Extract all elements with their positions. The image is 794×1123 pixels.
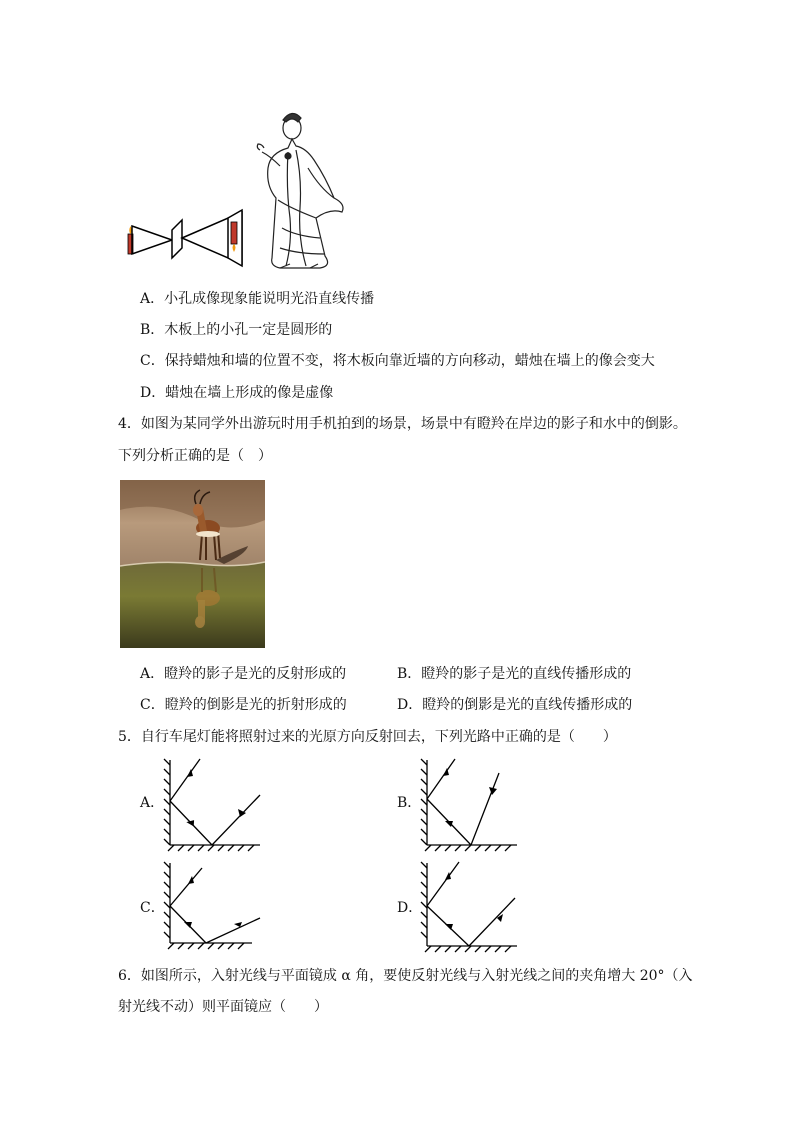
q6-stem-line1: 6．如图所示，入射光线与平面镜成 α 角，要使反射光线与入射光线之间的夹角增大 20°（入: [118, 968, 693, 984]
q5-stem: 5．自行车尾灯能将照射过来的光原方向反射回去，下列光路中正确的是（ ）: [118, 729, 617, 745]
candle-image: [231, 222, 237, 244]
board: [172, 220, 182, 258]
q3-option-d: D．蜡烛在墙上形成的像是虚像: [140, 385, 334, 401]
pinhole-figure: [120, 108, 360, 273]
q6-stem-line2: 射光线不动）则平面镜应（ ）: [118, 999, 328, 1015]
q5-diagram-c: [160, 858, 265, 953]
q5-label-d: D．: [397, 900, 423, 916]
q5-diagram-a: [160, 755, 265, 855]
q4-stem-line1: 4．如图为某同学外出游玩时用手机拍到的场景，场景中有瞪羚在岸边的影子和水中的倒影。: [118, 416, 687, 432]
gazelle-photo: [120, 480, 265, 648]
q4-option-a: A．瞪羚的影子是光的反射形成的: [140, 666, 347, 682]
q3-option-c: C．保持蜡烛和墙的位置不变，将木板向靠近墙的方向移动，蜡烛在墙上的像会变大: [140, 353, 655, 369]
q4-option-c: C．瞪羚的倒影是光的折射形成的: [140, 697, 347, 713]
q3-option-b: B．木板上的小孔一定是圆形的: [140, 322, 333, 338]
q4-option-b: B．瞪羚的影子是光的直线传播形成的: [397, 666, 632, 682]
q5-diagram-d: [417, 858, 522, 953]
q3-option-a: A．小孔成像现象能说明光沿直线传播: [140, 291, 375, 307]
q5-label-b: B．: [397, 795, 422, 811]
scholar-figure: [257, 113, 343, 268]
q4-option-d: D．瞪羚的倒影是光的直线传播形成的: [397, 697, 633, 713]
q4-stem-line2: 下列分析正确的是（ ）: [118, 448, 272, 464]
q5-diagram-b: [417, 755, 522, 855]
q5-label-a: A．: [140, 795, 165, 811]
q5-label-c: C．: [140, 900, 165, 916]
light-cone-left: [132, 226, 172, 254]
